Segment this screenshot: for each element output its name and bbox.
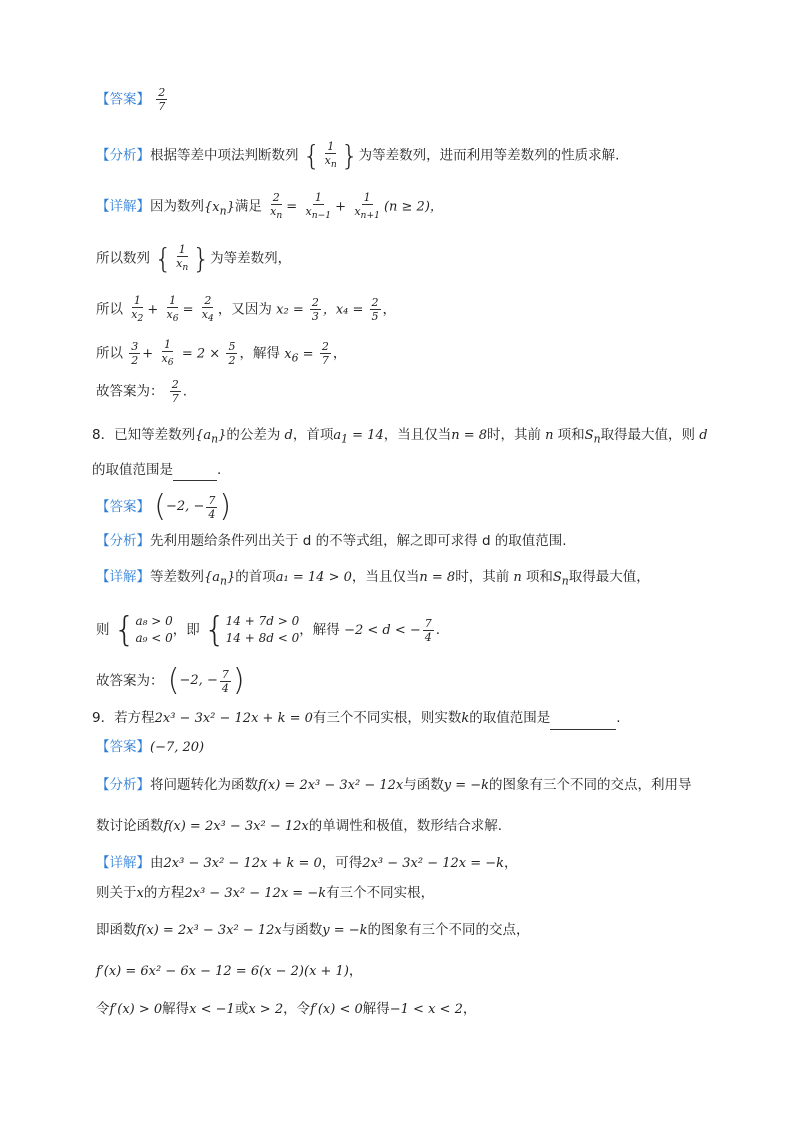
detail-tag: 【详解】: [96, 198, 150, 215]
q9-detail-line-2: 则关于x的方程2x³ − 3x² − 12x = −k有三个不同实根，: [96, 885, 435, 901]
q9-detail-line-5: 令f′(x) > 0解得x < −1或x > 2，令f′(x) < 0解得−1 < x < 2，: [96, 1001, 477, 1017]
q8-analysis-line: 【分析】先利用题给条件列出关于 d 的不等式组，解之即可求得 d 的取值范围.: [96, 533, 567, 549]
answer-blank: [550, 715, 616, 730]
q8-final-answer: 故答案为： ( −2, − $\frac{7}{4}$ ): [96, 663, 245, 698]
q9-detail-line-1: 【详解】由2x³ − 3x² − 12x + k = 0，可得2x³ − 3x² − 12x = −k，: [96, 855, 518, 871]
q9-question-line: 9．若方程2x³ − 3x² − 12x + k = 0有三个不同实根，则实数k的取值范围是 .: [92, 707, 621, 730]
q8-answer-interval: ( −2, − $\frac{7}{4}$ ): [154, 489, 232, 524]
q8-question-line-2: 的取值范围是 .: [92, 459, 221, 481]
q8-answer-line: 【答案】 ( −2, − $\frac{7}{4}$ ): [96, 489, 232, 524]
inequality-system-2: { 14 + 7d > 0 14 + 8d < 0: [204, 610, 300, 650]
q9-answer-line: 【答案】(−7, 20): [96, 739, 205, 755]
q7-answer-line: [96, 86, 169, 113]
q7-detail-line-3: 所以 $\frac{1}{x_2}$ + $\frac{1}{x_6}$ = $\frac{2}{x_4}$ ，又因为 x₂ = $\frac{2}{3}$ ，x₄ = $\frac{2}{5}$ ，: [96, 294, 397, 325]
answer-tag: 【答案】: [96, 91, 150, 108]
q8-question-line-1: 8．已知等差数列$\{a_n\}$的公差为 d，首项$a_1 = 14$，当且仅当n = 8时，其前 n 项和$S_n$取得最大值，则 d: [92, 427, 708, 446]
q7-detail-line-1: 【详解】因为数列$\{x_n\}$满足 $\frac{2}{x_n}$ = $\frac{1}{x_{n-1}}$ + $\frac{1}{x_{n+1}}$ (n ≥ 2)，: [96, 191, 443, 222]
q9-detail-line-3: 即函数f(x) = 2x³ − 3x² − 12x与函数y = −k的图象有三个不同的交点，: [96, 922, 530, 938]
q8-detail-line-1: 【详解】等差数列$\{a_n\}$的首项a₁ = 14 > 0，当且仅当n = 8时，其前 n 项和$S_n$取得最大值，: [96, 569, 650, 588]
q7-detail-line-4: 所以 $\frac{3}{2}$ + $\frac{1}{x_6}$ = 2 × $\frac{5}{2}$ ，解得 $x_6$ = $\frac{2}{7}$ ，: [96, 338, 347, 369]
analysis-tag: 【分析】: [96, 147, 150, 164]
q7-detail-line-2: 所以数列 { $\frac{1}{x_n}$ } 为等差数列，: [96, 241, 292, 275]
q9-analysis-line-2: 数讨论函数f(x) = 2x³ − 3x² − 12x的单调性和极值，数形结合求解.: [96, 818, 503, 834]
q7-final-answer: 故答案为： $\frac{2}{7}$ .: [96, 378, 188, 405]
inequality-system-1: { a₈ > 0 a₉ < 0: [113, 610, 173, 650]
q9-analysis-line-1: 【分析】将问题转化为函数f(x) = 2x³ − 3x² − 12x与函数y = −k的图象有三个不同的交点，利用导: [96, 777, 692, 793]
sequence-brace: { $\frac{1}{x_n}$ }: [302, 138, 359, 172]
answer-blank: [173, 466, 217, 481]
q7-answer-fraction: $\frac{2}{7}$: [158, 86, 166, 113]
q7-analysis-line: 【分析】根据等差中项法判断数列 { $\frac{1}{x_n}$ } 为等差数列，进而利用等差数列的性质求解.: [96, 138, 620, 172]
q8-detail-line-2: 则 { a₈ > 0 a₉ < 0 ，即 { 14 + 7d > 0 14 + 8d < 0 ，解得 −2 < d < − $\frac{7}{4}$ .: [96, 610, 441, 650]
q9-detail-line-4: f′(x) = 6x² − 6x − 12 = 6(x − 2)(x + 1)，: [96, 963, 363, 979]
